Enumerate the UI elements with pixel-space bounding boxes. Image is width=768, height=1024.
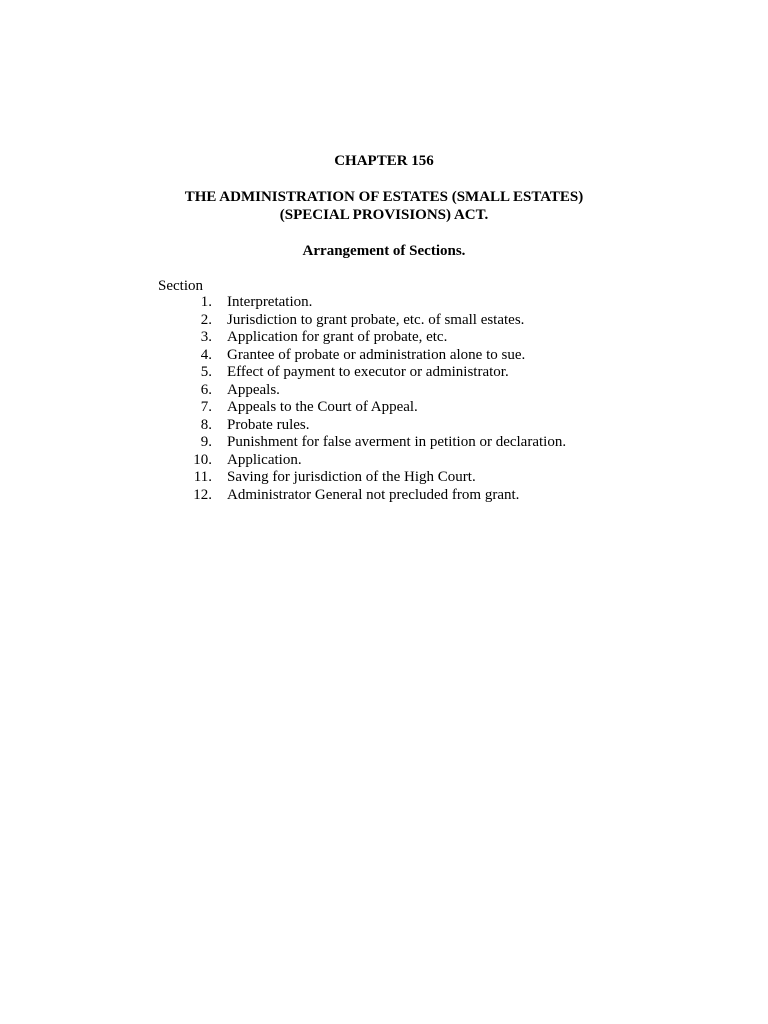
section-title: Saving for jurisdiction of the High Court. — [227, 469, 476, 485]
arrangement-heading: Arrangement of Sections. — [302, 243, 466, 259]
chapter-heading: CHAPTER 156 — [334, 153, 434, 169]
list-item — [158, 312, 678, 330]
section-column-label: Section — [158, 278, 203, 294]
act-title — [0, 188, 768, 224]
section-title: Jurisdiction to grant probate, etc. of small estates. — [227, 311, 525, 328]
act-title-line-1: THE ADMINISTRATION OF ESTATES (SMALL ESTATES) — [184, 189, 584, 205]
section-title: Administrator General not precluded from grant. — [227, 486, 520, 503]
list-item — [158, 294, 678, 312]
act-title-line-2: (SPECIAL PROVISIONS) ACT. — [279, 207, 489, 223]
section-number: 11. — [193, 469, 212, 485]
section-number: 12. — [193, 486, 212, 503]
sections-list — [158, 294, 678, 504]
section-number: 4. — [200, 346, 212, 363]
section-title: Appeals. — [227, 381, 280, 398]
section-number: 7. — [200, 399, 212, 415]
section-title: Appeals to the Court of Appeal. — [227, 399, 418, 415]
list-item — [158, 347, 678, 365]
section-title: Punishment for false averment in petition or declaration. — [227, 434, 567, 450]
section-number: 9. — [200, 434, 212, 450]
section-title: Effect of payment to executor or administrator. — [227, 364, 509, 380]
section-number: 10. — [193, 451, 212, 468]
section-number: 1. — [200, 294, 212, 310]
section-title: Application. — [227, 451, 302, 468]
list-item — [158, 417, 678, 435]
section-number: 8. — [200, 416, 212, 433]
section-title: Application for grant of probate, etc. — [227, 329, 448, 345]
list-item — [158, 329, 678, 347]
list-item — [158, 364, 678, 382]
list-item — [158, 399, 678, 417]
section-number: 5. — [200, 364, 212, 380]
section-title: Grantee of probate or administration alone to sue. — [227, 346, 526, 363]
section-title: Probate rules. — [227, 416, 310, 433]
list-item — [158, 487, 678, 505]
section-number: 6. — [200, 381, 212, 398]
section-number: 3. — [200, 329, 212, 345]
section-number: 2. — [200, 311, 212, 328]
list-item — [158, 452, 678, 470]
list-item — [158, 382, 678, 400]
list-item — [158, 434, 678, 452]
list-item — [158, 469, 678, 487]
section-title: Interpretation. — [227, 294, 313, 310]
